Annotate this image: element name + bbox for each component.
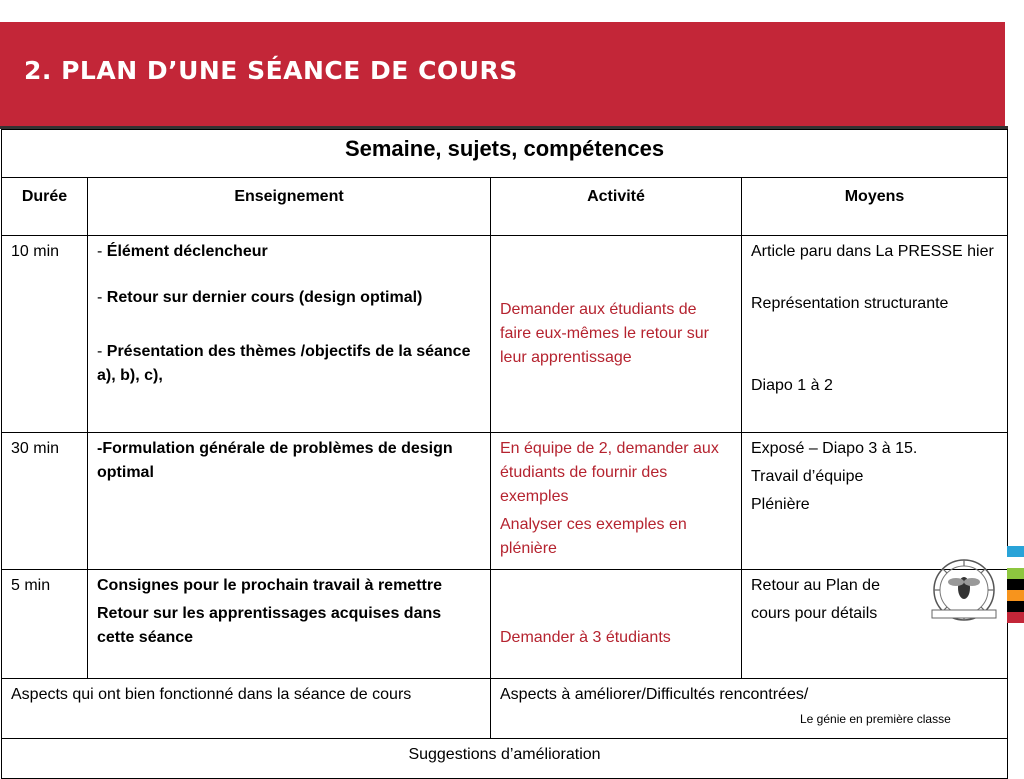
aspects-row [2, 679, 1008, 739]
slide-header [0, 22, 1005, 126]
row3-item-2: Retour sur les apprentissages acquises dans cette séance [97, 605, 442, 646]
row1-activite-text: Demander aux étudiants de faire eux-mêmes le retour sur leur apprentissage [500, 301, 709, 366]
row2-enseignement [88, 433, 491, 570]
row3-moyens-1: Retour au Plan de [751, 577, 880, 594]
suggestions-row [2, 739, 1008, 779]
row1-moyens [742, 236, 1008, 433]
row1-duree: 10 min [2, 236, 88, 433]
row3-enseignement [88, 570, 491, 679]
column-header-enseignement: Enseignement [88, 178, 491, 236]
course-plan-table [1, 129, 1008, 779]
decorative-color-stripes [1007, 546, 1024, 623]
aspects-ameliorer-cell: Aspects à améliorer/Difficultés rencontrées/ [491, 679, 1008, 739]
table-row [2, 236, 1008, 433]
table-main-header: Semaine, sujets, compétences [2, 130, 1008, 178]
column-header-activite: Activité [491, 178, 742, 236]
slide-title: 2. PLAN D’UNE SÉANCE DE COURS [24, 56, 518, 85]
row3-item-1: Consignes pour le prochain travail à remettre [97, 577, 442, 594]
slide-footer-tagline: Le génie en première classe [800, 712, 951, 726]
row2-activite [491, 433, 742, 570]
row2-item-1: -Formulation générale de problèmes de design optimal [97, 440, 453, 481]
row1-moyens-1: Article paru dans La PRESSE hier [751, 243, 994, 260]
row2-moyens-3: Plénière [751, 496, 810, 513]
column-header-moyens: Moyens [742, 178, 1008, 236]
row2-activite-2: Analyser ces exemples en plénière [500, 516, 687, 557]
row3-duree: 5 min [2, 570, 88, 679]
university-seal-icon [928, 556, 1000, 628]
row2-moyens-2: Travail d’équipe [751, 468, 864, 485]
aspects-ok-cell: Aspects qui ont bien fonctionné dans la séance de cours [2, 679, 491, 739]
row1-activite [491, 236, 742, 433]
row1-bullet-3: - [97, 343, 107, 360]
column-header-duree: Durée [2, 178, 88, 236]
suggestions-cell: Suggestions d’amélioration [2, 739, 1008, 779]
table-main-header-row [2, 130, 1008, 178]
row1-bullet-1: - [97, 243, 107, 260]
row1-item-2: Retour sur dernier cours (design optimal) [106, 289, 423, 306]
row1-enseignement [88, 236, 491, 433]
row1-moyens-3: Diapo 1 à 2 [751, 377, 833, 394]
table-row [2, 570, 1008, 679]
row3-activite-text: Demander à 3 étudiants [500, 629, 671, 646]
row3-activite [491, 570, 742, 679]
row2-duree: 30 min [2, 433, 88, 570]
table-column-header-row [2, 178, 1008, 236]
row1-item-3: Présentation des thèmes /objectifs de la séance a), b), c), [97, 343, 471, 384]
row1-bullet-2: - [97, 289, 107, 306]
row1-moyens-2: Représentation structurante [751, 295, 949, 312]
row2-moyens [742, 433, 1008, 570]
table-row [2, 433, 1008, 570]
row2-moyens-1: Exposé – Diapo 3 à 15. [751, 440, 918, 457]
row3-moyens-2: cours pour détails [751, 605, 878, 622]
row2-activite-1: En équipe de 2, demander aux étudiants de fournir des exemples [500, 440, 719, 505]
row1-item-1: Élément déclencheur [106, 243, 268, 260]
